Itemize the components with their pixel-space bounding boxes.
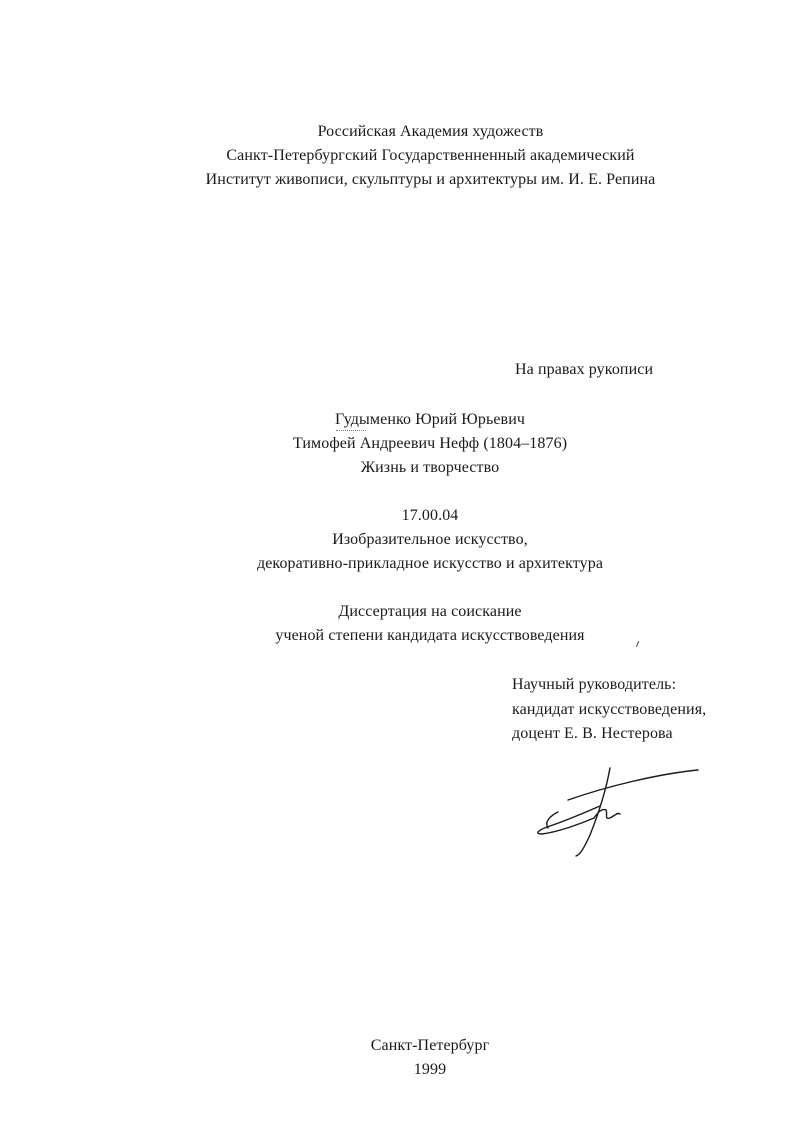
supervisor-name: доцент Е. В. Нестерова (512, 725, 673, 742)
manuscript-note: На правах рукописи (515, 361, 654, 378)
dissertation-subtitle: Жизнь и творчество (360, 459, 500, 476)
specialty-name-line1: Изобразительное искусство, (332, 531, 528, 548)
header-institute-line2: Институт живописи, скульптуры и архитектуры им. И. Е. Репина (205, 171, 656, 188)
header-institute-line1: Санкт-Петербургский Государственненный академический (226, 147, 635, 164)
degree-line1: Диссертация на соискание (338, 603, 522, 620)
footer-year: 1999 (413, 1061, 447, 1078)
handwritten-signature (528, 760, 708, 860)
author-underline-mark (336, 429, 366, 431)
specialty-code: 17.00.04 (401, 507, 459, 524)
header-academy: Российская Академия художеств (317, 123, 544, 140)
dissertation-title: Тимофей Андреевич Нефф (1804–1876) (292, 435, 568, 452)
author-name: Гудыменко Юрий Юрьевич (334, 411, 526, 428)
supervisor-degree: кандидат искусствоведения, (512, 701, 707, 718)
footer-city: Санкт-Петербург (370, 1037, 490, 1054)
supervisor-label: Научный руководитель: (512, 676, 677, 693)
degree-line2: ученой степени кандидата искусствоведения (275, 627, 585, 644)
specialty-name-line2: декоративно-прикладное искусство и архитектура (256, 555, 604, 572)
